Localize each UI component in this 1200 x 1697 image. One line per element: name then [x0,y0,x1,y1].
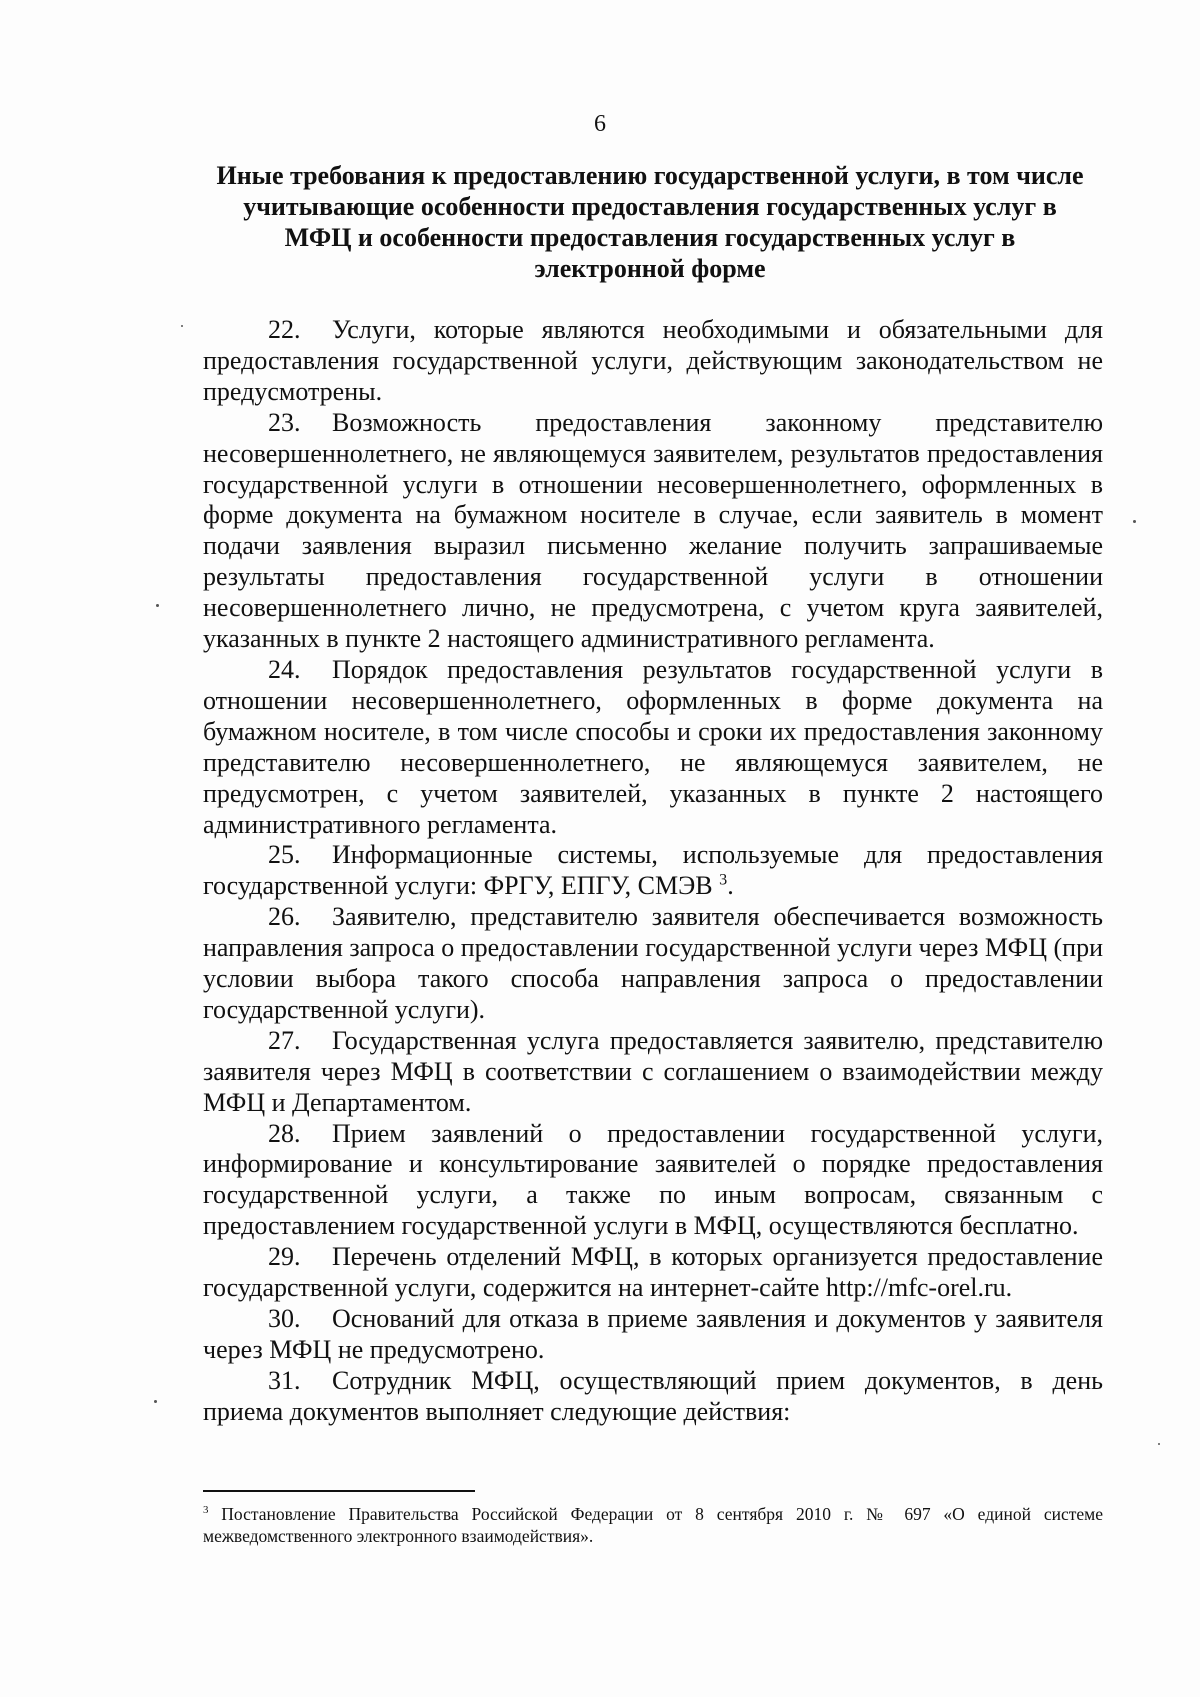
paragraph-27 [203,1026,1103,1119]
paragraph-26 [203,902,1103,1026]
paragraph-23 [203,408,1103,655]
footnote-marker: 3 [203,1504,209,1517]
paragraph-number: 27. [268,1025,301,1055]
paragraph-number: 31. [268,1365,301,1395]
paragraph-text: Государственная услуга предоставляется заявителю, представителю заявителя через МФЦ в соответствии с соглашением о взаимодействии между МФЦ и Департаментом. [203,1025,1103,1117]
paragraph-number: 26. [268,902,301,932]
footnote-text: Постановление Правительства Российской Федерации от 8 сентября 2010 г. № 697 «О единой системе межведомственного электронного взаимодействия». [203,1504,1103,1546]
section-heading: Иные требования к предоставлению государственной услуги, в том числе учитывающие особенности предоставления государственных услуг в МФЦ и особенности предоставления государственных услуг в электронной форме [216,161,1084,283]
paragraph-text: Услуги, которые являются необходимыми и обязательными для предоставления государственной услуги, действующим законодательством не предусмотрены. [203,315,1103,406]
paragraph-tail: . [727,871,734,901]
paragraph-number: 28. [268,1118,301,1148]
body-text [203,315,1103,1428]
page-number: 6 [594,111,606,137]
paragraph-number: 29. [268,1242,301,1272]
paragraph-number: 23. [268,407,301,437]
footnote-reference: 3 [719,871,728,889]
paragraph-31 [203,1366,1103,1428]
paragraph-number: 25. [268,840,301,870]
footnote-divider [203,1490,475,1492]
paragraph-24 [203,655,1103,840]
scan-speck [154,1400,157,1403]
scan-speck [1133,520,1136,523]
paragraph-29 [203,1242,1103,1304]
paragraph-text: Возможность предоставления законному представителю несовершеннолетнего, не являющемуся заявителем, результатов предоставления государственной услуги в отношении несовершеннолетнего, оформленных в форме документа на бумажном носителе в случае, если заявитель в момент подачи заявления выразил письменно желание получить запрашиваемые результаты предоставления государственной услуги в отношении несовершеннолетнего лично, не предусмотрена, с учетом круга заявителей, указанных в пункте 2 настоящего административного регламента. [203,407,1103,654]
paragraph-22 [203,315,1103,408]
paragraph-25 [203,840,1103,902]
paragraph-number: 24. [268,654,301,684]
scan-speck [156,604,159,607]
paragraph-text: Порядок предоставления результатов государственной услуги в отношении несовершеннолетнего, оформленных в форме документа на бумажном носителе, в том числе способы и сроки их предоставления законному представителю несовершеннолетнего, не являющемуся заявителем, не предусмотрен, с учетом заявителей, указанных в пункте 2 настоящего административного регламента. [203,654,1103,839]
paragraph-28 [203,1119,1103,1243]
paragraph-number: 30. [268,1304,301,1333]
paragraph-text: Информационные системы, используемые для предоставления государственной услуги: ФРГУ, ЕПГУ, СМЭВ [203,840,1103,901]
paragraph-text: Перечень отделений МФЦ, в которых организуется предоставление государственной услуги, содержится на интернет-сайте http://mfc-orel.ru. [203,1242,1103,1303]
scan-speck [181,325,183,327]
paragraph-text: Заявителю, представителю заявителя обеспечивается возможность направления запроса о предоставлении государственной услуги через МФЦ (при условии выбора такого способа направления запроса о предоставлении государственной услуги). [203,902,1103,1024]
paragraph-number: 22. [268,315,301,344]
paragraph-text: Прием заявлений о предоставлении государственной услуги, информирование и консультирование заявителей о порядке предоставления государственной услуги, а также по иным вопросам, связанным с предоставлением государственной услуги в МФЦ, осуществляются бесплатно. [203,1118,1103,1241]
footnote [203,1503,1103,1547]
paragraph-30 [203,1304,1103,1366]
paragraph-text: Сотрудник МФЦ, осуществляющий прием документов, в день приема документов выполняет следующие действия: [203,1365,1103,1426]
paragraph-text: Оснований для отказа в приеме заявления и документов у заявителя через МФЦ не предусмотрено. [203,1304,1103,1364]
scan-speck [1158,1443,1160,1445]
